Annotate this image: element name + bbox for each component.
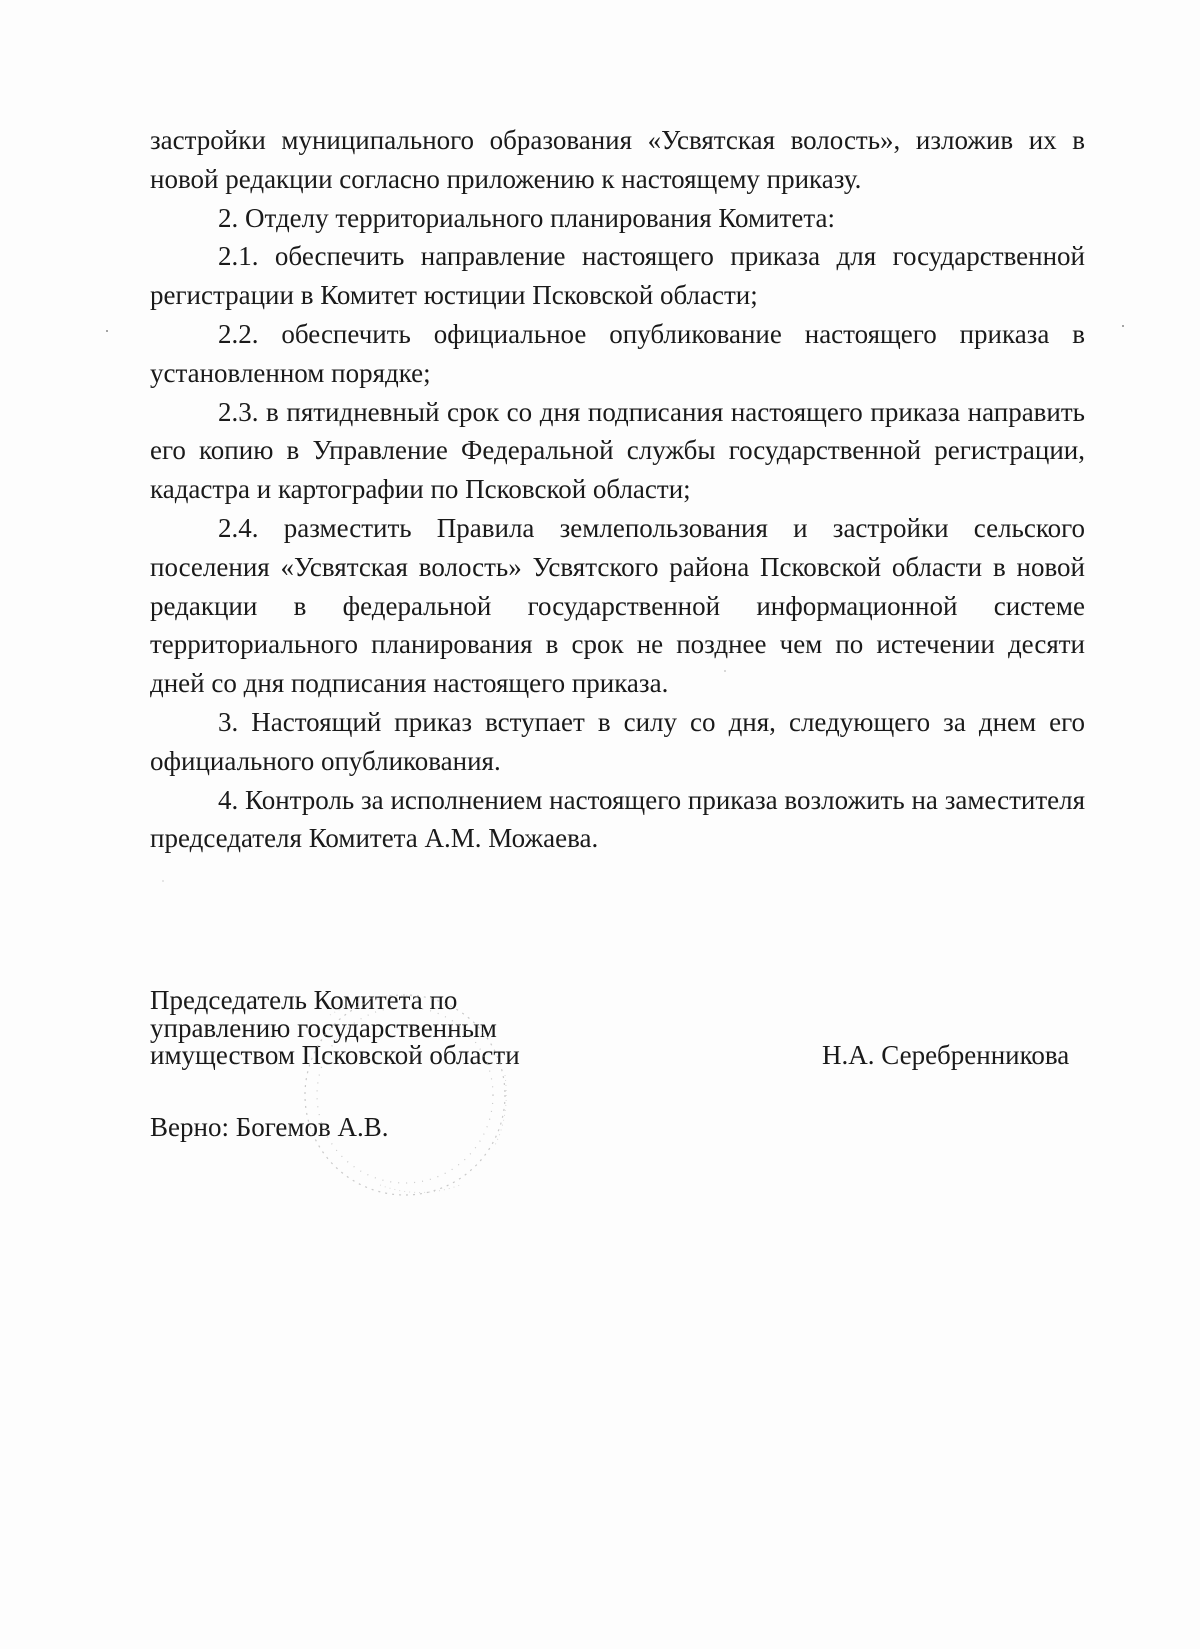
signatory-title-line: управлению государственным — [150, 1012, 497, 1043]
document-body — [150, 121, 1085, 858]
paragraph-item-2-2: 2.2. обеспечить официальное опубликование настоящего приказа в установленном порядке; — [150, 318, 1085, 388]
signatory-title — [150, 987, 520, 1070]
scan-speck — [106, 330, 108, 332]
scan-speck — [162, 880, 164, 882]
signatory-name: Н.А. Серебренникова — [822, 1040, 1070, 1070]
scan-speck — [724, 670, 726, 672]
paragraph-item-2-4: 2.4. разместить Правила землепользования и застройки сельского поселения «Усвятская волость» Усвятского района Псковской области в новой редакции в федеральной государственной информационной системе территориального планирования в срок не позднее чем по истечении десяти дней со дня подписания настоящего приказа. — [150, 512, 1085, 699]
paragraph-continuation: застройки муниципального образования «Усвятская волость», изложив их в новой редакции согласно приложению к настоящему приказу. — [150, 125, 1085, 194]
certified-copy-note: Верно: Богемов А.В. — [150, 1112, 389, 1142]
signatory-title-line: Председатель Комитета по — [150, 985, 458, 1015]
paragraph-item-3: 3. Настоящий приказ вступает в силу со дня, следующего за днем его официального опубликования. — [150, 706, 1085, 776]
paragraph-item-2-1: 2.1. обеспечить направление настоящего приказа для государственной регистрации в Комитет юстиции Псковской области; — [150, 241, 1085, 311]
signatory-title-line: имуществом Псковской области — [150, 1040, 520, 1070]
paragraph-item-4: 4. Контроль за исполнением настоящего приказа возложить на заместителя председателя Комитета А.М. Можаева. — [150, 784, 1085, 854]
scan-speck — [1122, 325, 1124, 327]
paragraph-item-2-3: 2.3. в пятидневный срок со дня подписания настоящего приказа направить его копию в Управление Федеральной службы государственной регистрации, кадастра и картографии по Псковской области; — [150, 396, 1085, 505]
paragraph-item-2: 2. Отделу территориального планирования Комитета: — [218, 202, 835, 233]
